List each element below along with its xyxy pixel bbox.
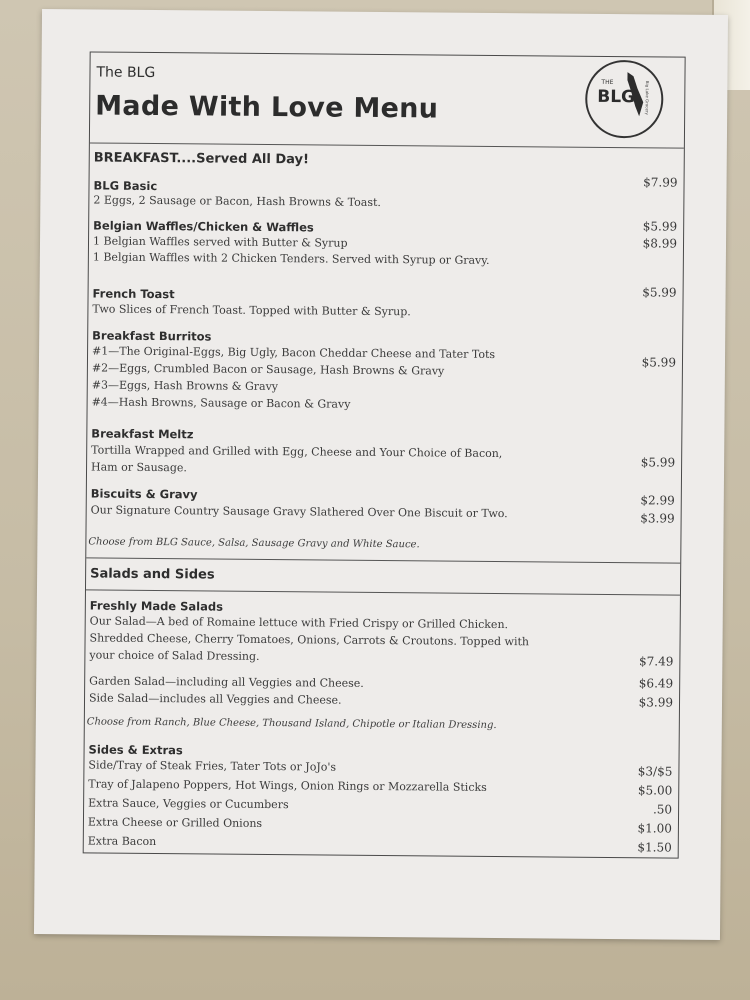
item-description: 1 Belgian Waffles with 2 Chicken Tenders. Served with Syrup or Gravy. (92, 250, 490, 267)
price: $3.99 (638, 695, 674, 710)
divider (86, 589, 680, 595)
extras-row: Tray of Jalapeno Poppers, Hot Wings, Onion Rings or Mozzarella Sticks (88, 777, 487, 794)
restaurant-name: The BLG (96, 64, 156, 82)
extras-row: Side/Tray of Steak Fries, Tater Tots or JoJo's (88, 758, 337, 774)
dressing-note: Choose from Ranch, Blue Cheese, Thousand Island, Chipotle or Italian Dressing. (86, 716, 497, 732)
blg-logo (585, 60, 664, 139)
item-description: Shredded Cheese, Cherry Tomatoes, Onions, Carrots & Croutons. Topped with (89, 631, 530, 649)
item-description: Two Slices of French Toast. Topped with Butter & Syrup. (92, 302, 411, 319)
item-biscuits-gravy: Biscuits & Gravy (90, 486, 198, 502)
breakfast-sauce-note: Choose from BLG Sauce, Salsa, Sausage Gravy and White Sauce. (88, 536, 420, 551)
menu-title: Made With Love Menu (95, 90, 439, 125)
price: $5.99 (641, 355, 677, 370)
price: $2.99 (640, 493, 675, 508)
price: $7.49 (638, 654, 674, 669)
item-description: 1 Belgian Waffles served with Butter & Syrup (92, 234, 348, 250)
menu-frame (83, 51, 686, 858)
divider (86, 557, 680, 563)
item-description: Tortilla Wrapped and Grilled with Egg, Cheese and Your Choice of Bacon, (91, 443, 503, 461)
price: $6.49 (638, 676, 674, 691)
menu-paper (34, 9, 728, 940)
item-description: #3—Eggs, Hash Browns & Gravy (91, 378, 279, 394)
item-description: 2 Eggs, 2 Sausage or Bacon, Hash Browns & Toast. (93, 193, 381, 209)
item-description: your choice of Salad Dressing. (89, 648, 260, 663)
price: $3.99 (640, 511, 675, 526)
item-belgian-waffles: Belgian Waffles/Chicken & Waffles (93, 218, 314, 235)
price: $5.99 (642, 285, 677, 300)
price: $1.00 (637, 821, 672, 836)
salads-sides-heading: Salads and Sides (90, 566, 215, 583)
price: $5.99 (640, 455, 676, 470)
extras-row: Extra Sauce, Veggies or Cucumbers (88, 796, 289, 812)
item-blg-basic: BLG Basic (93, 178, 158, 194)
item-breakfast-burritos: Breakfast Burritos (92, 328, 212, 344)
extras-row: Extra Bacon (87, 834, 157, 849)
item-description: #4—Hash Browns, Sausage or Bacon & Gravy (91, 395, 351, 411)
price: $1.50 (637, 840, 672, 855)
logo-subtext: Big Lake Grocery (644, 80, 650, 115)
price: $7.99 (643, 175, 678, 190)
item-description: Our Signature Country Sausage Gravy Slathered Over One Biscuit or Two. (90, 503, 508, 521)
item-french-toast: French Toast (92, 286, 175, 302)
logo-text: BLG (597, 86, 636, 108)
breakfast-heading: BREAKFAST....Served All Day! (93, 150, 309, 168)
extras-row: Extra Cheese or Grilled Onions (87, 815, 263, 830)
item-freshly-made-salads: Freshly Made Salads (89, 598, 224, 614)
side-salad: Side Salad—includes all Veggies and Cheese. (88, 691, 342, 707)
item-description: Our Salad—A bed of Romaine lettuce with Fried Crispy or Grilled Chicken. (89, 614, 509, 632)
price: $5.00 (637, 783, 673, 798)
divider (90, 142, 684, 148)
item-breakfast-meltz: Breakfast Meltz (91, 426, 194, 442)
price: $5.99 (642, 219, 678, 234)
price: $3/$5 (637, 764, 673, 779)
price: $8.99 (642, 236, 678, 251)
item-description: Ham or Sausage. (90, 460, 187, 475)
item-sides-extras: Sides & Extras (88, 742, 183, 758)
garden-salad: Garden Salad—including all Veggies and Cheese. (89, 674, 364, 690)
logo-the: THE (601, 78, 614, 87)
item-description: #2—Eggs, Crumbled Bacon or Sausage, Hash Browns & Gravy (91, 361, 445, 378)
price: .50 (652, 802, 673, 817)
item-description: #1—The Original-Eggs, Big Ugly, Bacon Cheddar Cheese and Tater Tots (92, 344, 496, 361)
